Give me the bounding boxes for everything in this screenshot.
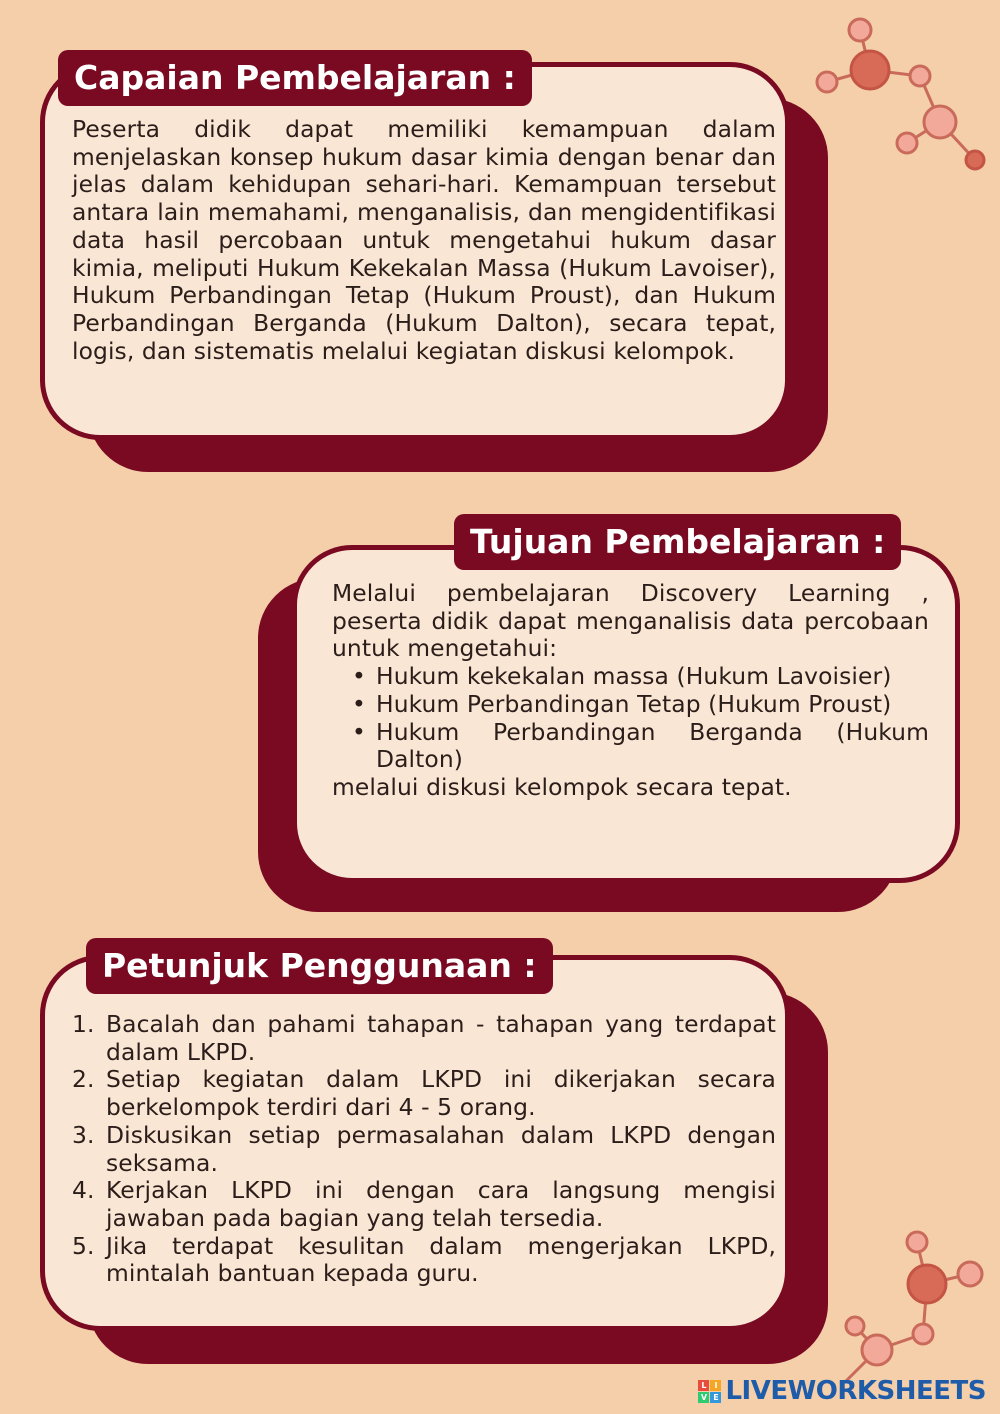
tujuan-list [332, 663, 929, 774]
capaian-paragraph: Peserta didik dapat memiliki kemampuan dalam menjelaskan konsep hukum dasar kimia dengan benar dan jelas dalam kehidupan sehari-hari. Kemampuan tersebut antara lain memahami, menganalisis, dan mengidentifikasi data hasil percobaan untuk mengetahui hukum dasar kimia, meliputi Hukum Kekekalan Massa (Hukum Lavoiser), Hukum Perbandingan Tetap (Hukum Proust), dan Hukum Perbandingan Berganda (Hukum Dalton), secara tepat, logis, dan sistematis melalui kegiatan diskusi kelompok. [72, 115, 776, 365]
capaian-body [72, 116, 776, 365]
logo-letter: E [710, 1392, 721, 1403]
title-petunjuk: Petunjuk Penggunaan : [86, 938, 553, 994]
step-text: Setiap kegiatan dalam LKPD ini dikerjakan secara berkelompok terdiri dari 4 - 5 orang. [106, 1065, 776, 1122]
step-number: 1. [72, 1010, 95, 1038]
list-item [72, 1010, 776, 1066]
step-text: Kerjakan LKPD ini dengan cara langsung mengisi jawaban pada bagian yang telah tersedia. [106, 1176, 776, 1232]
liveworksheets-logo[interactable] [698, 1376, 986, 1406]
list-item [72, 1231, 776, 1288]
molecule-icon-top [805, 10, 995, 180]
step-number: 2. [72, 1065, 95, 1094]
step-number: 3. [72, 1120, 95, 1149]
logo-letter: V [698, 1392, 709, 1403]
list-item [72, 1176, 776, 1232]
tujuan-body [332, 580, 929, 802]
tujuan-outro: melalui diskusi kelompok secara tepat. [332, 772, 792, 801]
title-capaian: Capaian Pembelajaran : [58, 50, 532, 106]
step-number: 4. [72, 1176, 95, 1205]
liveworksheets-logo-icon [698, 1380, 721, 1403]
step-text: Diskusikan setiap permasalahan dalam LKPD dengan seksama. [106, 1120, 776, 1177]
step-text: Bacalah dan pahami tahapan - tahapan yang terdapat dalam LKPD. [106, 1010, 776, 1066]
list-item [72, 1065, 776, 1122]
list-item: • Hukum Perbandingan Tetap (Hukum Proust) [376, 691, 929, 719]
list-item [72, 1120, 776, 1177]
step-number: 5. [72, 1231, 95, 1260]
tujuan-intro: Melalui pembelajaran Discovery Learning , peserta didik dapat menganalisis data percobaan untuk mengetahui: [332, 579, 929, 663]
step-text: Jika terdapat kesulitan dalam mengerjakan LKPD, mintalah bantuan kepada guru. [106, 1231, 776, 1288]
logo-letter: L [698, 1380, 709, 1391]
title-tujuan: Tujuan Pembelajaran : [454, 514, 901, 570]
list-item: • Hukum Perbandingan Berganda (Hukum Dalton) [376, 719, 929, 774]
petunjuk-body [72, 1011, 776, 1288]
molecule-icon-bottom [825, 1222, 995, 1382]
petunjuk-list [72, 1011, 776, 1288]
liveworksheets-logo-text: LIVEWORKSHEETS [725, 1376, 986, 1406]
list-item: • Hukum kekekalan massa (Hukum Lavoisier) [376, 663, 929, 691]
logo-letter: I [710, 1380, 721, 1391]
